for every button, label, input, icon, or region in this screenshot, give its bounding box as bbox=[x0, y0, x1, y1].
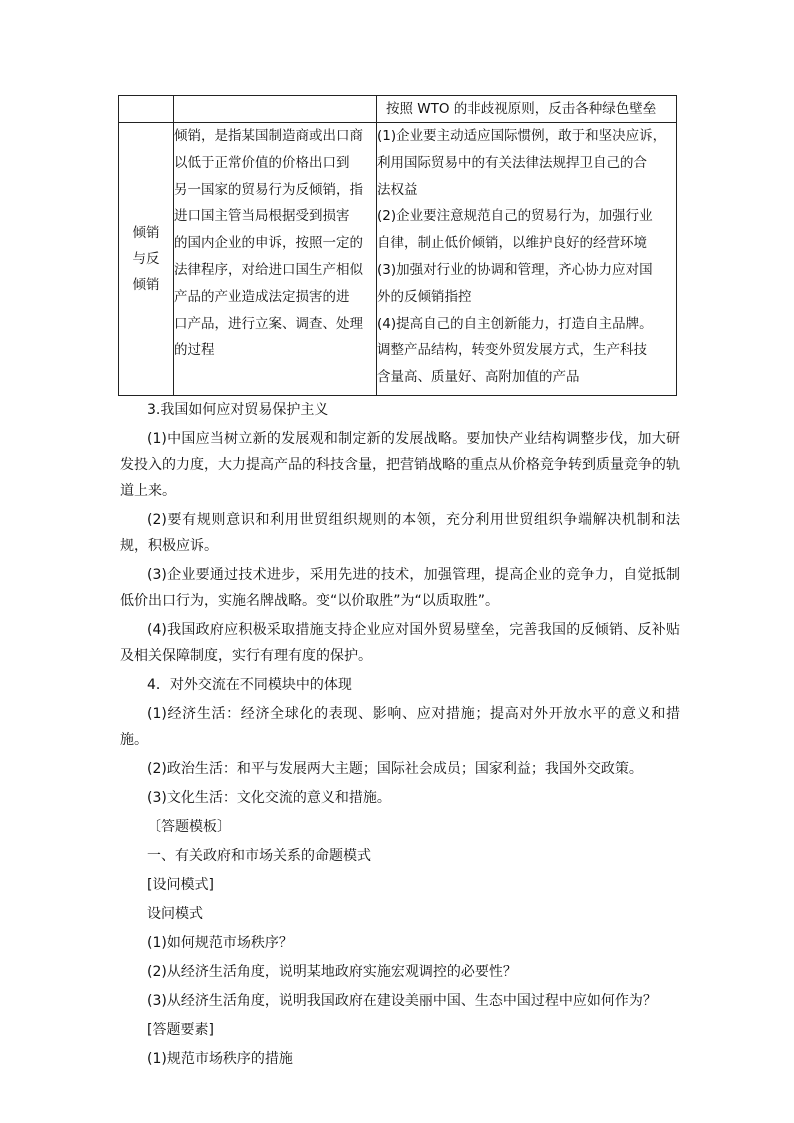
subsection-heading: 一、有关政府和市场关系的命题模式 bbox=[147, 848, 371, 864]
body-text bbox=[120, 397, 680, 1072]
definition-line: 另一国家的贸易行为反倾销，指 bbox=[174, 181, 363, 198]
section-heading-3: 3.我国如何应对贸易保护主义 bbox=[147, 402, 329, 418]
answer-item: (1)规范市场秩序的措施 bbox=[147, 1051, 293, 1067]
paragraph: (3)企业要通过技术进步，采用先进的技术，加强管理，提高企业的竞争力，自觉抵制低价出口行为，实施名牌战略。变“以价取胜”为“以质取胜”。 bbox=[120, 567, 680, 609]
table-row-dumping bbox=[119, 123, 677, 396]
question-mode-bracket: [设问模式] bbox=[147, 877, 214, 893]
measure-line: (4)提高自己的自主创新能力，打造自主品牌。 bbox=[377, 315, 653, 332]
table-cell-wto-principle bbox=[377, 96, 677, 123]
measure-line: 含量高、质量好、高附加值的产品 bbox=[377, 369, 580, 386]
wto-principle-text: 按照 WTO 的非歧视原则，反击各种绿色壁垒 bbox=[386, 101, 657, 117]
definition-line: 以低于正常价值的价格出口到 bbox=[174, 154, 350, 171]
measure-line: 调整产品结构，转变外贸发展方式，生产科技 bbox=[377, 342, 647, 359]
dumping-label-cell bbox=[119, 123, 174, 396]
dumping-table bbox=[118, 95, 677, 396]
measure-line: 外的反倾销指控 bbox=[377, 288, 472, 305]
dumping-definition-cell bbox=[174, 123, 377, 396]
definition-line: 法律程序，对给进口国生产相似 bbox=[174, 261, 363, 278]
measure-line: (1)企业要主动适应国际惯例，敢于和坚决应诉， bbox=[377, 128, 667, 144]
measure-line: (3)加强对行业的协调和管理，齐心协力应对国 bbox=[377, 261, 653, 278]
definition-line: 的过程 bbox=[174, 342, 215, 359]
definition-line: 产品的产业造成法定损害的进 bbox=[174, 288, 350, 305]
question-item: (2)从经济生活角度，说明某地政府实施宏观调控的必要性？ bbox=[147, 964, 517, 980]
dumping-label-line: 与反 bbox=[132, 251, 160, 267]
answer-template-heading: 〔答题模板〕 bbox=[147, 819, 231, 835]
paragraph: (1)中国应当树立新的发展观和制定新的发展战略。要加快产业结构调整步伐，加大研发投入的力度，大力提高产品的科技含量，把营销战略的重点从价格竞争转到质量竞争的轨道上来。 bbox=[120, 431, 680, 499]
measure-line: (2)企业要注意规范自己的贸易行为，加强行业 bbox=[377, 208, 653, 225]
definition-line: 的国内企业的申诉，按照一定的 bbox=[174, 235, 363, 252]
definition-line: 进口国主管当局根据受到损害 bbox=[174, 208, 350, 225]
dumping-label-line: 倾销 bbox=[132, 225, 160, 241]
table-cell-empty-2 bbox=[174, 96, 377, 123]
table-cell-empty-1 bbox=[119, 96, 174, 123]
table-row-top bbox=[119, 96, 677, 123]
paragraph: (4)我国政府应积极采取措施支持企业应对国外贸易壁垒，完善我国的反倾销、反补贴及相关保障制度，实行有理有度的保护。 bbox=[120, 622, 680, 664]
paragraph: (2)政治生活：和平与发展两大主题；国际社会成员；国家利益；我国外交政策。 bbox=[147, 761, 643, 777]
dumping-label-line: 倾销 bbox=[132, 277, 160, 293]
definition-line: 倾销，是指某国制造商或出口商 bbox=[174, 128, 363, 144]
question-item: (1)如何规范市场秩序？ bbox=[147, 935, 293, 951]
answer-elements-bracket: [答题要素] bbox=[147, 1022, 214, 1038]
paragraph: (2)要有规则意识和利用世贸组织规则的本领，充分利用世贸组织争端解决机制和法规，积极应诉。 bbox=[120, 512, 680, 554]
dumping-measures-cell bbox=[377, 123, 677, 396]
question-mode-label: 设问模式 bbox=[147, 906, 203, 922]
measure-line: 自律，制止低价倾销，以维护良好的经营环境 bbox=[377, 235, 647, 252]
paragraph: (3)文化生活：文化交流的意义和措施。 bbox=[147, 790, 391, 806]
question-item: (3)从经济生活角度，说明我国政府在建设美丽中国、生态中国过程中应如何作为？ bbox=[147, 993, 657, 1009]
section-heading-4: 4．对外交流在不同模块中的体现 bbox=[147, 677, 352, 693]
definition-line: 口产品，进行立案、调查、处理 bbox=[174, 315, 363, 332]
paragraph: (1)经济生活：经济全球化的表现、影响、应对措施；提高对外开放水平的意义和措施。 bbox=[120, 706, 680, 748]
measure-line: 法权益 bbox=[377, 181, 418, 198]
measure-line: 利用国际贸易中的有关法律法规捍卫自己的合 bbox=[377, 154, 647, 171]
